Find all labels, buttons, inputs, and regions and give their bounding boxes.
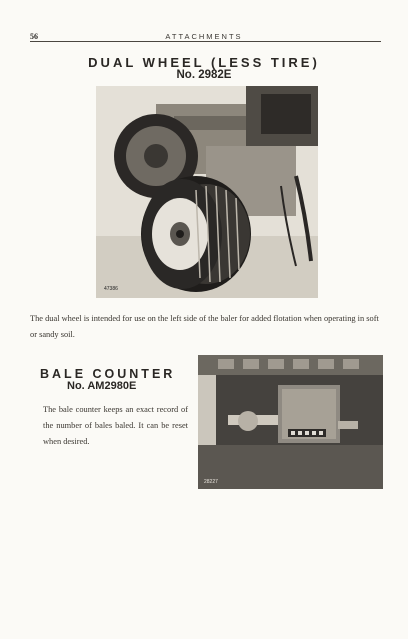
- page-number: 56: [30, 32, 38, 41]
- dual-wheel-title: DUAL WHEEL (LESS TIRE): [88, 55, 320, 70]
- dual-wheel-part-number: No. 2982E: [176, 69, 232, 81]
- bale-counter-photo: [198, 355, 383, 489]
- bale-counter-part-number: No. AM2980E: [67, 380, 137, 392]
- dual-wheel-photo: [96, 86, 318, 298]
- bale-counter-photo-number: 28227: [204, 479, 218, 485]
- header-rule: [30, 41, 381, 42]
- running-title: ATTACHMENTS: [165, 32, 243, 41]
- bale-counter-description: The bale counter keeps an exact record of the number of bales baled. It can be reset when desired.: [43, 405, 188, 446]
- bale-counter-title: BALE COUNTER: [40, 367, 176, 381]
- dual-wheel-photo-number: 47386: [104, 286, 118, 292]
- dual-wheel-description: The dual wheel is intended for use on the left side of the baler for added flotation when operating in soft or sandy soil.: [30, 314, 379, 339]
